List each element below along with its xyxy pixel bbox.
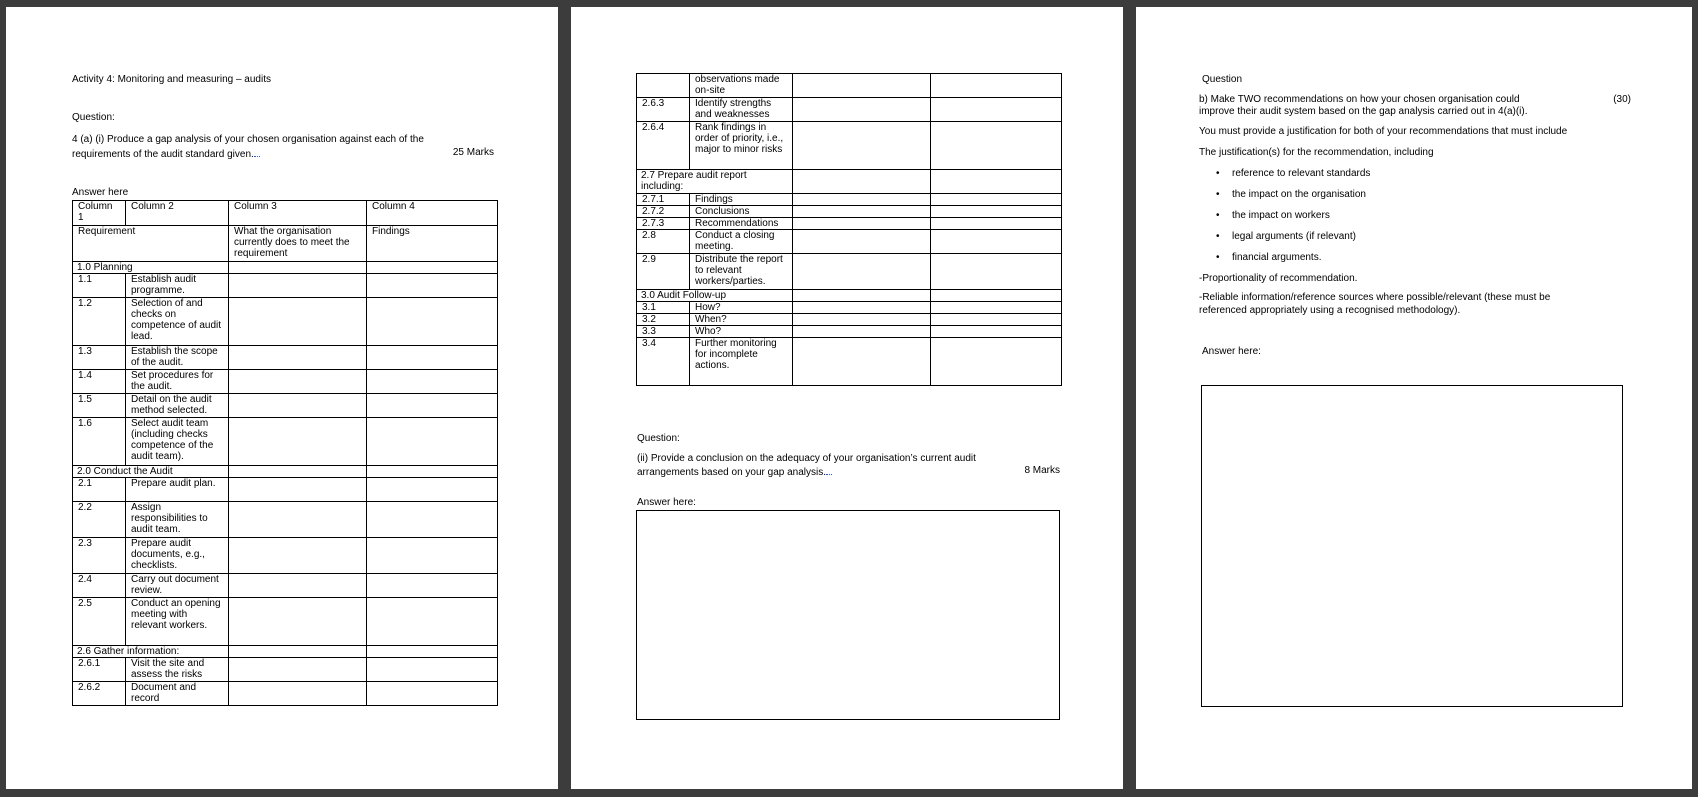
table-row — [73, 682, 498, 706]
findings-cell[interactable] — [367, 658, 498, 682]
table-row — [637, 302, 1062, 314]
current-practice-cell[interactable] — [229, 262, 367, 274]
question-label: Question: — [72, 112, 115, 123]
requirement-text: How? — [690, 302, 793, 314]
requirement-number: 3.1 — [637, 302, 690, 314]
requirement-number: 2.6.4 — [637, 122, 690, 170]
document-page-3 — [1136, 7, 1692, 789]
requirement-number: 2.3 — [73, 538, 126, 574]
section-heading: 2.6 Gather information: — [73, 646, 229, 658]
findings-cell[interactable] — [367, 478, 498, 502]
current-practice-cell[interactable] — [793, 230, 931, 254]
current-practice-cell[interactable] — [793, 122, 931, 170]
question-line-2: improve their audit system based on the gap analysis carried out in 4(a)(i). — [1199, 106, 1528, 117]
findings-cell[interactable] — [367, 574, 498, 598]
proportionality-text: -Proportionality of recommendation. — [1199, 273, 1358, 284]
table-row — [73, 502, 498, 538]
findings-cell[interactable] — [931, 98, 1062, 122]
requirement-text: When? — [690, 314, 793, 326]
current-practice-cell[interactable] — [229, 274, 367, 298]
current-practice-cell[interactable] — [793, 74, 931, 98]
question-line-1: b) Make TWO recommendations on how your chosen organisation could — [1199, 94, 1520, 105]
marks-label: (30) — [1613, 94, 1631, 105]
requirement-text: Establish the scope of the audit. — [126, 346, 229, 370]
current-practice-cell[interactable] — [793, 338, 931, 386]
answer-label: Answer here — [72, 187, 129, 198]
current-practice-header: What the organisation currently does to meet the requirement — [229, 226, 367, 262]
table-row — [637, 74, 1062, 98]
requirement-number: 2.2 — [73, 502, 126, 538]
column-1-header: Column 1 — [73, 201, 126, 226]
bullet-item: • legal arguments (if relevant) — [1199, 231, 1619, 252]
requirement-number: 3.4 — [637, 338, 690, 386]
answer-box[interactable] — [636, 510, 1060, 720]
section-row — [637, 170, 1062, 194]
table-row — [73, 598, 498, 646]
current-practice-cell[interactable] — [229, 466, 367, 478]
reliable-sources-line-1: -Reliable information/reference sources where possible/relevant (these must be — [1199, 292, 1551, 303]
requirement-number: 2.1 — [73, 478, 126, 502]
marks-label: 8 Marks — [1024, 465, 1060, 476]
spell-mark — [826, 465, 832, 475]
requirement-text: Conduct an opening meeting with relevant workers. — [126, 598, 229, 646]
findings-cell[interactable] — [367, 274, 498, 298]
findings-cell[interactable] — [367, 346, 498, 370]
current-practice-cell[interactable] — [793, 194, 931, 206]
findings-cell[interactable] — [367, 370, 498, 394]
requirement-number: 2.9 — [637, 254, 690, 290]
requirement-text: Set procedures for the audit. — [126, 370, 229, 394]
answer-box[interactable] — [1201, 385, 1623, 707]
current-practice-cell[interactable] — [229, 538, 367, 574]
table-row — [73, 346, 498, 370]
current-practice-cell[interactable] — [229, 370, 367, 394]
requirement-number: 2.4 — [73, 574, 126, 598]
requirement-number: 2.7.1 — [637, 194, 690, 206]
section-row — [73, 262, 498, 274]
findings-cell[interactable] — [367, 262, 498, 274]
question-line-1: 4 (a) (i) Produce a gap analysis of your chosen organisation against each of the — [72, 134, 424, 145]
justification-text: The justification(s) for the recommendation, including — [1199, 147, 1434, 158]
requirement-number — [637, 74, 690, 98]
question-text: requirements of the audit standard given. — [72, 149, 254, 160]
reliable-sources-line-2: referenced appropriately using a recognised methodology). — [1199, 305, 1461, 316]
section-row — [73, 466, 498, 478]
table-row — [637, 194, 1062, 206]
requirement-number: 2.6.1 — [73, 658, 126, 682]
requirement-text: Assign responsibilities to audit team. — [126, 502, 229, 538]
findings-cell[interactable] — [367, 598, 498, 646]
section-heading: 1.0 Planning — [73, 262, 229, 274]
requirement-text: Further monitoring for incomplete actions. — [690, 338, 793, 386]
requirement-text: Establish audit programme. — [126, 274, 229, 298]
current-practice-cell[interactable] — [793, 302, 931, 314]
requirement-number: 2.7.3 — [637, 218, 690, 230]
current-practice-cell[interactable] — [793, 218, 931, 230]
current-practice-cell[interactable] — [229, 574, 367, 598]
instruction-text: You must provide a justification for both of your recommendations that must include — [1199, 126, 1568, 137]
current-practice-cell[interactable] — [793, 314, 931, 326]
requirement-text: Visit the site and assess the risks — [126, 658, 229, 682]
findings-cell[interactable] — [931, 314, 1062, 326]
question-text: arrangements based on your gap analysis. — [637, 467, 827, 478]
requirement-text: Recommendations — [690, 218, 793, 230]
findings-cell[interactable] — [367, 682, 498, 706]
answer-label: Answer here: — [1202, 346, 1261, 357]
current-practice-cell[interactable] — [793, 206, 931, 218]
findings-cell[interactable] — [931, 206, 1062, 218]
current-practice-cell[interactable] — [229, 682, 367, 706]
table-row — [73, 274, 498, 298]
requirement-number: 2.7.2 — [637, 206, 690, 218]
requirement-number: 1.6 — [73, 418, 126, 466]
current-practice-cell[interactable] — [229, 658, 367, 682]
question-line-2 — [72, 147, 260, 161]
requirement-header: Requirement — [73, 226, 229, 262]
document-page-2 — [571, 7, 1123, 789]
current-practice-cell[interactable] — [229, 394, 367, 418]
requirement-number: 3.3 — [637, 326, 690, 338]
current-practice-cell[interactable] — [229, 646, 367, 658]
findings-cell[interactable] — [367, 646, 498, 658]
table-row — [637, 122, 1062, 170]
question-label: Question: — [637, 433, 680, 444]
marks-label: 25 Marks — [452, 147, 494, 158]
column-3-header: Column 3 — [229, 201, 367, 226]
table-row — [73, 298, 498, 346]
findings-cell[interactable] — [367, 418, 498, 466]
findings-cell[interactable] — [931, 170, 1062, 194]
findings-cell[interactable] — [367, 538, 498, 574]
requirement-text: Conclusions — [690, 206, 793, 218]
requirement-text: Prepare audit plan. — [126, 478, 229, 502]
table-row — [73, 658, 498, 682]
spell-mark — [254, 147, 260, 157]
requirement-text: Distribute the report to relevant workers/parties. — [690, 254, 793, 290]
table-row — [637, 254, 1062, 290]
current-practice-cell[interactable] — [793, 170, 931, 194]
findings-cell[interactable] — [367, 466, 498, 478]
findings-cell[interactable] — [931, 122, 1062, 170]
gap-analysis-table-continued — [636, 73, 1062, 386]
findings-cell[interactable] — [931, 290, 1062, 302]
findings-header: Findings — [367, 226, 498, 262]
findings-cell[interactable] — [931, 218, 1062, 230]
requirement-text: Findings — [690, 194, 793, 206]
section-row — [637, 290, 1062, 302]
requirement-text: Who? — [690, 326, 793, 338]
current-practice-cell[interactable] — [793, 290, 931, 302]
findings-cell[interactable] — [931, 254, 1062, 290]
requirement-number: 2.8 — [637, 230, 690, 254]
section-heading: 3.0 Audit Follow-up — [637, 290, 793, 302]
findings-cell[interactable] — [931, 338, 1062, 386]
justification-bullet-list — [1199, 168, 1619, 273]
requirement-number: 1.5 — [73, 394, 126, 418]
table-row — [637, 218, 1062, 230]
bullet-item: • the impact on the organisation — [1199, 189, 1619, 210]
requirement-text: observations made on-site — [690, 74, 793, 98]
table-row — [637, 338, 1062, 386]
current-practice-cell[interactable] — [793, 326, 931, 338]
question-line-1: (ii) Provide a conclusion on the adequacy of your organisation’s current audit — [637, 453, 976, 464]
requirement-number: 2.6.3 — [637, 98, 690, 122]
findings-cell[interactable] — [931, 74, 1062, 98]
requirement-text: Identify strengths and weaknesses — [690, 98, 793, 122]
bullet-item: • reference to relevant standards — [1199, 168, 1619, 189]
section-heading: 2.0 Conduct the Audit — [73, 466, 229, 478]
requirement-number: 1.2 — [73, 298, 126, 346]
current-practice-cell[interactable] — [793, 254, 931, 290]
gap-analysis-table — [72, 200, 498, 706]
bullet-item: • financial arguments. — [1199, 252, 1619, 273]
requirement-text: Document and record — [126, 682, 229, 706]
section-row — [73, 646, 498, 658]
findings-cell[interactable] — [931, 230, 1062, 254]
table-row — [73, 538, 498, 574]
requirement-text: Select audit team (including checks competence of the audit team). — [126, 418, 229, 466]
requirement-number: 3.2 — [637, 314, 690, 326]
table-row — [637, 98, 1062, 122]
requirement-text: Prepare audit documents, e.g., checklists. — [126, 538, 229, 574]
table-row — [73, 394, 498, 418]
table-row — [73, 370, 498, 394]
current-practice-cell[interactable] — [229, 346, 367, 370]
requirement-text: Detail on the audit method selected. — [126, 394, 229, 418]
findings-cell[interactable] — [931, 326, 1062, 338]
table-row — [637, 206, 1062, 218]
current-practice-cell[interactable] — [229, 418, 367, 466]
findings-cell[interactable] — [367, 298, 498, 346]
requirement-text: Rank findings in order of priority, i.e., major to minor risks — [690, 122, 793, 170]
current-practice-cell[interactable] — [793, 98, 931, 122]
table-row — [73, 418, 498, 466]
question-label: Question — [1202, 74, 1243, 85]
requirement-number: 2.5 — [73, 598, 126, 646]
bullet-item: • the impact on workers — [1199, 210, 1619, 231]
requirement-text: Carry out document review. — [126, 574, 229, 598]
section-heading: 2.7 Prepare audit report including: — [637, 170, 793, 194]
current-practice-cell[interactable] — [229, 598, 367, 646]
column-2-header: Column 2 — [126, 201, 229, 226]
answer-label: Answer here: — [637, 497, 696, 508]
findings-cell[interactable] — [367, 394, 498, 418]
findings-cell[interactable] — [367, 502, 498, 538]
column-4-header: Column 4 — [367, 201, 498, 226]
activity-heading: Activity 4: Monitoring and measuring – audits — [72, 74, 271, 85]
findings-cell[interactable] — [931, 302, 1062, 314]
requirement-number: 1.1 — [73, 274, 126, 298]
requirement-number: 2.6.2 — [73, 682, 126, 706]
table-row — [637, 314, 1062, 326]
table-row — [637, 230, 1062, 254]
question-line-2 — [637, 465, 832, 479]
current-practice-cell[interactable] — [229, 502, 367, 538]
table-row — [73, 574, 498, 598]
table-row — [73, 478, 498, 502]
document-page-1 — [6, 7, 558, 789]
findings-cell[interactable] — [931, 194, 1062, 206]
requirement-number: 1.3 — [73, 346, 126, 370]
table-row — [637, 326, 1062, 338]
requirement-text: Conduct a closing meeting. — [690, 230, 793, 254]
current-practice-cell[interactable] — [229, 478, 367, 502]
requirement-number: 1.4 — [73, 370, 126, 394]
requirement-text: Selection of and checks on competence of audit lead. — [126, 298, 229, 346]
current-practice-cell[interactable] — [229, 298, 367, 346]
